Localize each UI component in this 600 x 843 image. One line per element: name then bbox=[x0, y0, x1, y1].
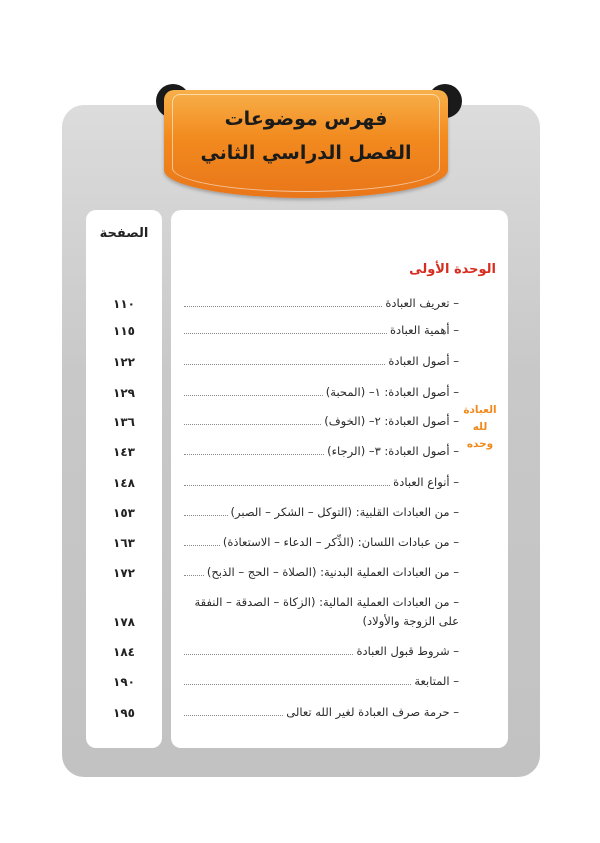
unit-side-label bbox=[455, 402, 505, 453]
toc-entry[interactable] bbox=[184, 563, 459, 579]
toc-entry-title: – أنواع العبادة bbox=[393, 475, 459, 489]
toc-entry[interactable] bbox=[184, 412, 459, 428]
page-number: ١٧٢ bbox=[113, 566, 135, 580]
page-number: ١١٥ bbox=[113, 324, 135, 338]
dot-leader bbox=[184, 654, 353, 655]
toc-entry[interactable] bbox=[184, 442, 459, 458]
page-number: ١٤٣ bbox=[113, 445, 135, 459]
page-number: ١٩٠ bbox=[113, 675, 135, 689]
page-number: ١٨٤ bbox=[113, 645, 135, 659]
toc-entry-title: – أصول العبادة bbox=[388, 354, 459, 368]
toc-entry[interactable] bbox=[184, 533, 459, 549]
toc-entry-title: – أصول العبادة: ٢– (الخوف) bbox=[324, 414, 459, 428]
dot-leader bbox=[184, 424, 321, 425]
dot-leader bbox=[184, 715, 283, 716]
banner-subtitle: الفصل الدراسي الثاني bbox=[200, 142, 412, 164]
toc-entry-title: – شروط قبول العبادة bbox=[356, 644, 459, 658]
toc-entry-title: – من العبادات العملية المالية: (الزكاة – الصدقة – النفقة bbox=[194, 595, 459, 609]
toc-entry[interactable] bbox=[184, 642, 459, 658]
dot-leader bbox=[184, 545, 220, 546]
page-number: ١٩٥ bbox=[113, 706, 135, 720]
toc-entry-title: – من العبادات العملية البدنية: (الصلاة – الحج – الذبح) bbox=[206, 565, 459, 579]
side-label-line1: العبادة لله bbox=[463, 404, 497, 433]
banner-title: فهرس موضوعات bbox=[224, 108, 388, 130]
dot-leader bbox=[184, 515, 228, 516]
toc-entry-title: – حرمة صرف العبادة لغير الله تعالى bbox=[286, 705, 459, 719]
toc-entry[interactable] bbox=[184, 352, 459, 368]
toc-entry-title: – من عبادات اللسان: (الذِّكر – الدعاء – الاستعاذة) bbox=[222, 535, 459, 549]
dot-leader bbox=[184, 454, 324, 455]
dot-leader bbox=[184, 364, 385, 365]
page-number: ١٢٩ bbox=[113, 386, 135, 400]
toc-entry-title: – المتابعة bbox=[414, 674, 459, 688]
page-number: ١٣٦ bbox=[113, 415, 135, 429]
toc-entry[interactable] bbox=[184, 593, 459, 609]
toc-entry[interactable] bbox=[184, 294, 459, 310]
page-number: ١٦٣ bbox=[113, 536, 135, 550]
dot-leader bbox=[184, 575, 204, 576]
dot-leader bbox=[184, 485, 390, 486]
toc-entry-title: – أهمية العبادة bbox=[390, 323, 459, 337]
toc-entry[interactable] bbox=[184, 383, 459, 399]
unit-title: الوحدة الأولى bbox=[409, 262, 496, 277]
toc-entry-title: – تعريف العبادة bbox=[385, 296, 459, 310]
dot-leader bbox=[184, 684, 411, 685]
dot-leader bbox=[184, 395, 323, 396]
toc-entry[interactable] bbox=[184, 672, 459, 688]
toc-entry-title-continued: على الزوجة والأولاد) bbox=[362, 614, 459, 628]
toc-entry-title: – أصول العبادة: ٣– (الرجاء) bbox=[327, 444, 459, 458]
toc-entry[interactable] bbox=[184, 703, 459, 719]
page-number: ١١٠ bbox=[113, 297, 135, 311]
page-number: ١٥٣ bbox=[113, 506, 135, 520]
title-banner bbox=[164, 90, 448, 198]
page-column-header: الصفحة bbox=[99, 226, 149, 241]
page-number: ١٢٢ bbox=[113, 355, 135, 369]
toc-entry[interactable] bbox=[184, 321, 459, 337]
page-number: ١٤٨ bbox=[113, 476, 135, 490]
dot-leader bbox=[184, 306, 382, 307]
toc-entry-title: – أصول العبادة: ١– (المحبة) bbox=[325, 385, 459, 399]
side-label-line2: وحده bbox=[466, 438, 494, 450]
page-number: ١٧٨ bbox=[113, 615, 135, 629]
toc-entry[interactable] bbox=[184, 473, 459, 489]
toc-entry-title: – من العبادات القلبية: (التوكل – الشكر – الصبر) bbox=[230, 505, 459, 519]
toc-entry[interactable] bbox=[184, 503, 459, 519]
dot-leader bbox=[184, 333, 387, 334]
